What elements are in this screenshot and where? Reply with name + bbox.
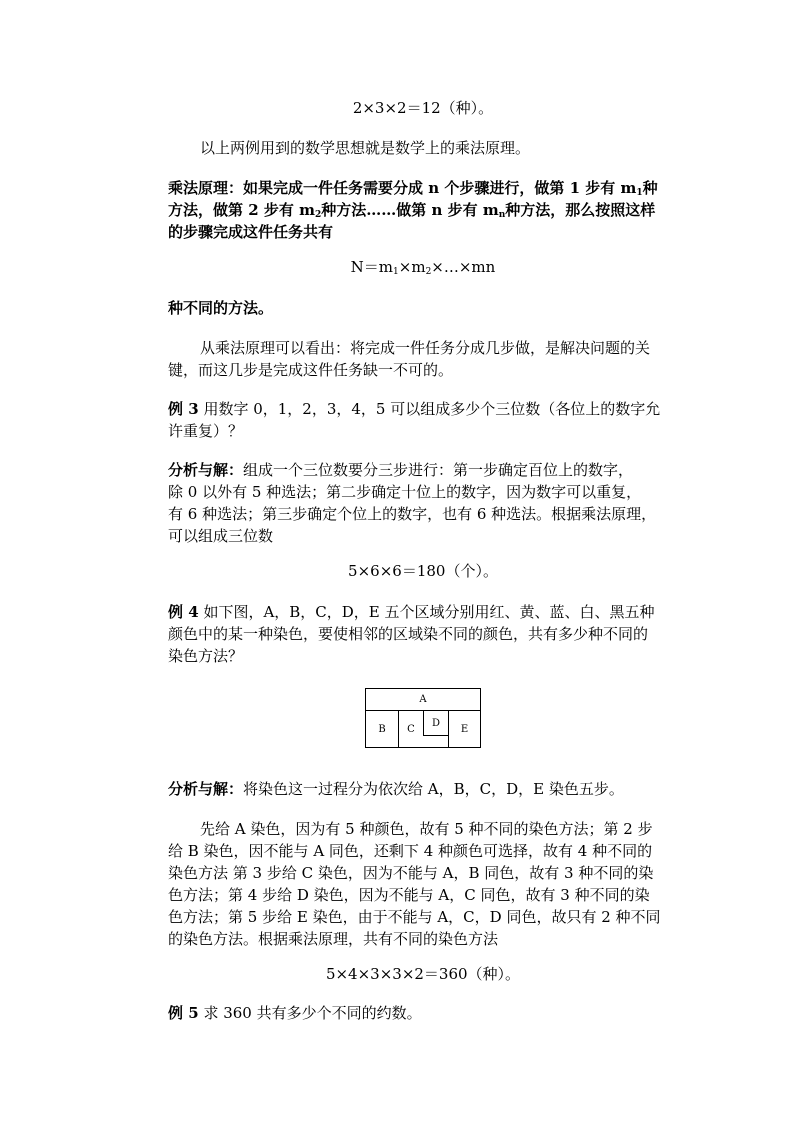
example-3-equation: 5×6×6＝180（个）。 [348,562,498,580]
example-3-line-2: 许重复）？ [168,422,244,440]
example-4-solution-line-2: 给 B 染色，因不能与 A 同色，还剩下 4 种颜色可选择，故有 4 种不同的 [168,842,653,860]
example-3-solution-line-1: 分析与解：组成一个三位数要分三步进行：第一步确定百位上的数字， [168,461,634,479]
solution-label: 分析与解： [168,461,244,479]
principle-line-3: 的步骤完成这件任务共有 [168,223,334,241]
example-4-solution-line-5: 色方法；第 5 步给 E 染色，由于不能与 A，C，D 同色，故只有 2 种不同 [168,908,661,926]
example-4-solution-line-1: 先给 A 染色，因为有 5 种颜色，故有 5 种不同的染色方法；第 2 步 [200,820,653,838]
example-4-solution-line-3: 染色方法 第 3 步给 C 染色，因为不能与 A，B 同色，故有 3 种不同的染 [168,864,654,882]
example-4-solution-line-6: 的染色方法。根据乘法原理，共有不同的染色方法 [168,930,499,948]
region-e: E [460,723,469,735]
principle-line-4: 种不同的方法。 [168,299,274,317]
region-a: A [419,694,427,705]
example-3-label: 例 3 [168,400,199,418]
example-5-line: 例 5 求 360 共有多少个不同的约数。 [168,1004,422,1022]
principle-formula: $N=m_1\times m_2\times\dots\times mn$ [350,258,496,277]
equation-result: 2×3×2＝12（种）。 [352,99,494,117]
example-4-line-3: 染色方法？ [168,647,244,665]
example-4-solution-line-4: 色方法；第 4 步给 D 染色，因为不能与 A，C 同色，故有 3 种不同的染 [168,886,650,904]
example-4-line-2: 颜色中的某一种染色，要使相邻的区域染不同的颜色，共有多少种不同的 [168,625,649,643]
intro-line: 以上两例用到的数学思想就是数学上的乘法原理。 [200,139,531,157]
example-4-line-1: 例 4 如下图，A，B，C，D，E 五个区域分别用红、黄、蓝、白、黑五种 [168,603,655,621]
principle-line-2: 方法，做第 2 步有 $m_2$种方法……做第 n 步有 $m_n$种方法，那么按照这样 [168,201,656,220]
principle-line-1: 乘法原理：如果完成一件任务需要分成 n 个步骤进行，做第 1 步有 $m_1$种 [168,179,658,198]
example-3-solution-line-3: 有 6 种选法；第三步确定个位上的数字，也有 6 种选法。根据乘法原理， [168,505,657,523]
example-3-solution-line-2: 除 0 以外有 5 种选法；第二步确定十位上的数字，因为数字可以重复， [168,483,642,501]
example-3-solution-line-4: 可以组成三位数 [168,527,274,545]
region-c: C [407,723,415,735]
solution-label: 分析与解： [168,780,244,798]
region-diagram [365,688,481,748]
region-d: D [431,717,441,729]
key-paragraph-line-1: 从乘法原理可以看出：将完成一件任务分成几步做，是解决问题的关 [200,339,651,357]
example-3-line-1: 例 3 用数字 0，1，2，3，4，5 可以组成多少个三位数（各位上的数字允 [168,400,661,418]
region-b: B [378,723,386,735]
example-4-solution-line-0: 分析与解：将染色这一过程分为依次给 A，B，C，D，E 染色五步。 [168,780,624,798]
example-4-equation: 5×4×3×3×2＝360（种）。 [325,965,521,983]
example-5-label: 例 5 [168,1004,199,1022]
key-paragraph-line-2: 键，而这几步是完成这件任务缺一不可的。 [168,361,454,379]
example-4-label: 例 4 [168,603,199,621]
